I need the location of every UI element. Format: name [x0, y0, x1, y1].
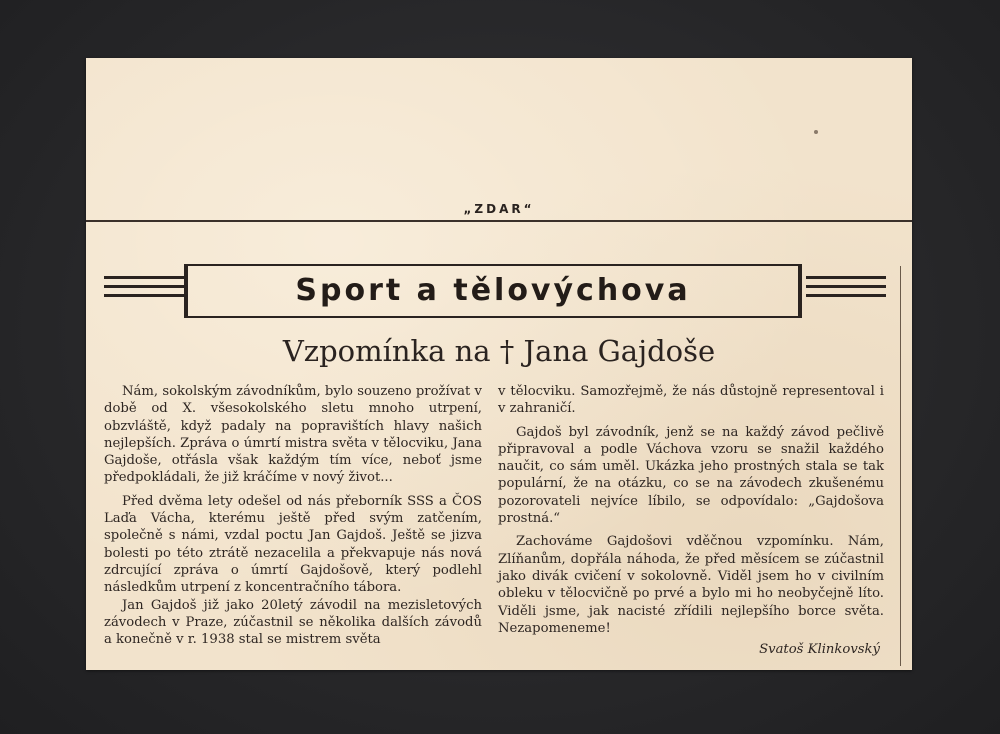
- paragraph: Nám, sokolským závodníkům, bylo souzeno prožívat v době od X. všesokolského sletu mnoho utrpení, obzvláště, když padaly na popravištích hlavy našich nejlepších. Zpráva o úmrtí mistra světa v tělocviku, Jana Gajdoše, otřásla však každým tím více, neboť jsme předpokládali, že již kráčíme v nový život...: [104, 384, 482, 486]
- author-signature: Svatoš Klinkovský: [759, 642, 880, 658]
- paragraph: v tělocviku. Samozřejmě, že nás důstojně representoval i v zahraničí.: [498, 384, 884, 417]
- banner-decoration-left: [104, 276, 184, 303]
- left-column: [104, 383, 482, 648]
- banner-decoration-right: [806, 276, 886, 303]
- right-column: [498, 383, 884, 658]
- paragraph: Před dvěma lety odešel od nás přeborník SSS a ČOS Laďa Vácha, kterému ještě před svým zatčením, společně s námi, vzdal poctu Jan Gajdoš. Ještě se jizva bolesti po této ztrátě nezacelila a překvapuje nás nová zdrcující zpráva o úmrtí Gajdošově, který podlehl následkům utrpení z koncentračního tábora.: [104, 493, 482, 596]
- paper-speck: [814, 130, 818, 134]
- paragraph: Jan Gajdoš již jako 20letý závodil na mezisletových závodech v Praze, zúčastnil se několika dalších závodů a konečně v r. 1938 stal se mistrem světa: [104, 597, 482, 648]
- column-edge-rule: [900, 266, 901, 666]
- masthead-rule: [86, 220, 912, 222]
- section-title: Sport a tělovýchova: [295, 273, 691, 308]
- masthead: „ZDAR“: [463, 202, 535, 216]
- article-headline: Vzpomínka na † Jana Gajdoše: [282, 334, 716, 368]
- newspaper-clipping: [86, 58, 912, 670]
- paragraph: Gajdoš byl závodník, jenž se na každý závod pečlivě připravoval a podle Váchova vzoru se snažil každého naučit, co sám uměl. Ukázka jeho prostných stala se tak populární, že na otázku, co se na závodech zkušenému pozorovateli nejvíce líbilo, se odpovídalo: „Gajdošova prostná.“: [498, 424, 884, 527]
- section-banner: [184, 264, 802, 318]
- paragraph: Zachováme Gajdošovi vděčnou vzpomínku. Nám, Zlíňanům, dopřála náhoda, že před měsícem se zúčastnil jako divák cvičení v sokolovně. Viděl jsem ho v civilním obleku v tělocvičně po prvé a bylo mi ho neobyčejně líto. Viděli jsme, jak nacisté zřídili nejlepšího borce světa. Nezapomeneme!: [498, 534, 884, 636]
